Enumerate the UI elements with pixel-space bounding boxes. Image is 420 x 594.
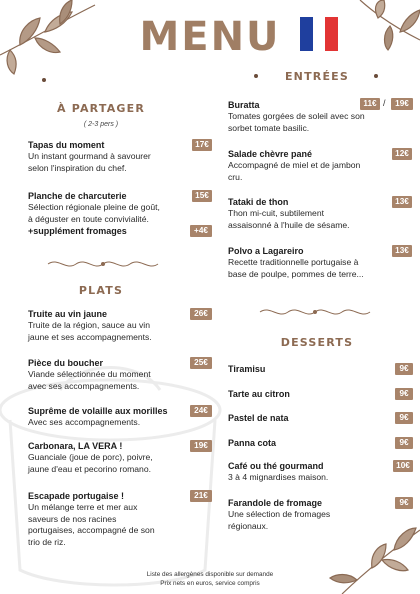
menu-item-tiramisu: Tiramisu [228,364,266,374]
menu-item-polvo: Polvo a Lagareiro Recette traditionnelle portugaise à base de poulpe, pommes de terre... [228,246,364,279]
section-title-plats: PLATS [78,284,124,297]
section-title-desserts: DESSERTS [280,336,354,349]
price-badge: 17€ [192,139,212,151]
menu-item-tarte-citron: Tarte au citron [228,389,290,399]
menu-item-farandole: Farandole de fromage Une sélection de fromages régionaux. [228,498,331,531]
price-badge: 13€ [392,196,412,208]
menu-item-carbonara: Carbonara, LA VERA ! Guanciale (joue de porc), poivre, jaune d'eau et pecorino romano. [28,441,153,474]
footer-prices: Prix nets en euros, service compris [160,580,260,587]
menu-item-tataki: Tataki de thon Thon mi-cuit, subtilement assaisonné à l'huile de sésame. [228,197,350,230]
price-badge: 9€ [395,437,413,449]
price-badge: 9€ [395,412,413,424]
price-badge: 13€ [392,245,412,257]
price-badge: 9€ [395,363,413,375]
divider-ornament [258,305,372,319]
menu-item-supreme-volaille: Suprême de volaille aux morilles Avec ses accompagnements. [28,406,168,427]
footer-allergens: Liste des allergènes disponible sur demande [146,571,274,578]
menu-item-tapas: Tapas du moment Un instant gourmand à savourer selon l'inspiration du chef. [28,140,151,173]
price-badge: 9€ [395,388,413,400]
decor-dot-2 [254,74,258,78]
section-subtitle-partager: ( 2-3 pers ) [83,121,119,128]
menu-item-pastel-nata: Pastel de nata [228,413,289,423]
price-badge: 25€ [190,357,212,369]
menu-item-truite: Truite au vin jaune Truite de la région, sauce au vin jaune et ses accompagnements. [28,309,152,342]
price-badge: 24€ [190,405,212,417]
price-badge: 26€ [190,308,212,320]
menu-item-salade-chevre: Salade chèvre pané Accompagné de miel et de jambon cru. [228,149,361,182]
decor-dot-3 [374,74,378,78]
menu-item-charcuterie: Planche de charcuterie Sélection régionale pleine de goût, à déguster en toute convivialité. [28,191,160,224]
price-separator: / [383,98,386,108]
divider-ornament [46,257,160,271]
price-badge: 21€ [190,490,212,502]
footer-note [0,570,420,588]
menu-title: MENU [139,14,281,60]
menu-item-cafe-gourmand: Café ou thé gourmand 3 à 4 mignardises maison. [228,461,329,482]
section-title-entrees: ENTRÉES [284,70,350,83]
price-badge: 12€ [392,148,412,160]
price-badge: 15€ [192,190,212,202]
menu-item-piece-boucher: Pièce du boucher Viande sélectionnée du moment avec ses accompagnements. [28,358,151,391]
menu-item-escapade: Escapade portugaise ! Un mélange terre et mer aux saveurs de nos racines portugaises, accompagné de son trio de riz. [28,491,155,547]
price-badge: 19€ [391,98,413,110]
menu-item-buratta: Buratta Tomates gorgées de soleil avec son sorbet tomate basilic. [228,100,365,133]
price-badge: 11€ [360,98,380,110]
menu-item-supplement: +supplément fromages [28,226,127,236]
price-badge: 9€ [395,497,413,509]
menu-item-panna-cota: Panna cota [228,438,277,448]
french-flag-icon [300,17,338,51]
decor-dot-1 [42,78,46,82]
price-badge: +4€ [190,225,212,237]
price-badge: 10€ [393,460,413,472]
section-title-partager: À PARTAGER [56,102,146,115]
price-badge: 19€ [190,440,212,452]
